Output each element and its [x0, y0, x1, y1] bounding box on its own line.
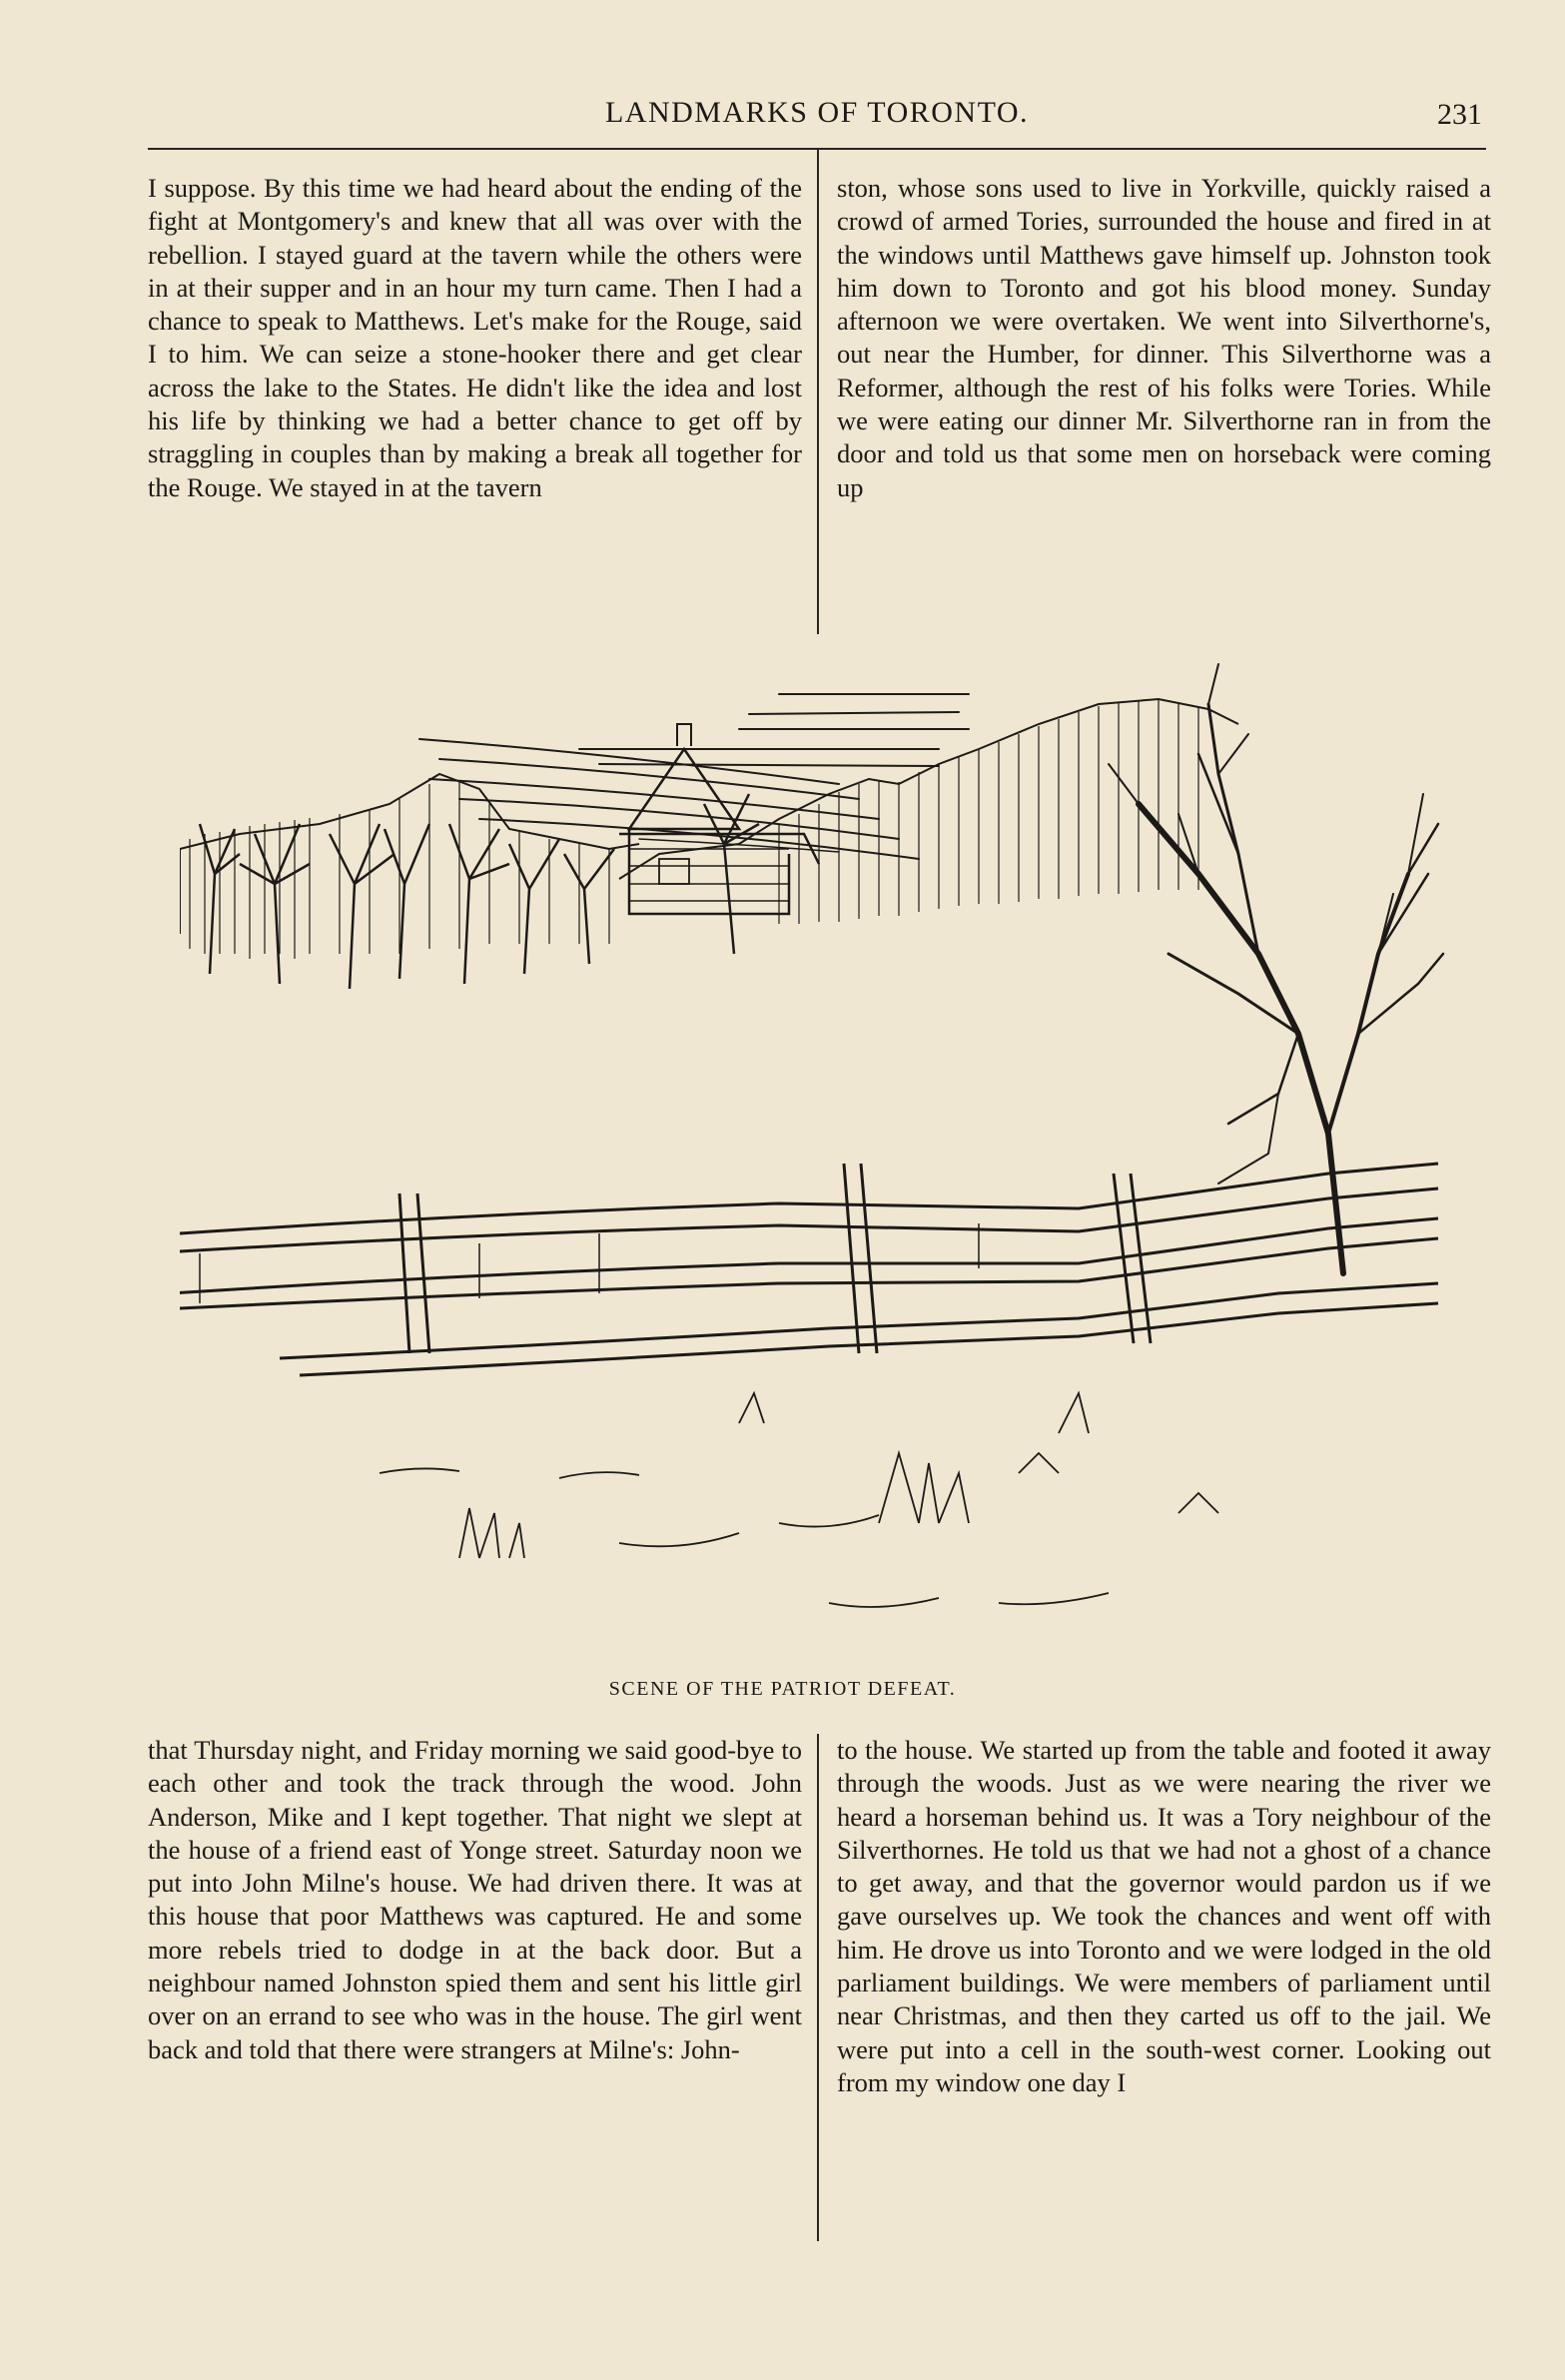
scene-illustration	[180, 654, 1448, 1663]
orchard-trees	[200, 794, 759, 989]
bottom-right-column: to the house. We started up from the table and footed it away through the woods. Just as we were nearing the river we heard a horseman behind us. It was a Tory neighbour of the Silverthornes. He told us that we had not a ghost of a chance to get away, and that the governor would pardon us if we gave ourselves up. We took the chances and went off with him. He drove us into Toronto and we were lodged in the old parliament buildings. We were members of parliament until near Christmas, and then they carted us off to the jail. We were put into a cell in the south-west corner. Looking out from my window one day I	[837, 1735, 1491, 2097]
illustration-caption: SCENE OF THE PATRIOT DEFEAT.	[608, 1678, 957, 1700]
column-divider-top	[817, 150, 819, 634]
grass-tufts	[380, 1393, 1218, 1607]
rail-fence	[180, 1164, 1438, 1375]
page-number: 231	[1437, 98, 1482, 131]
top-left-column: I suppose. By this time we had heard about the ending of the fight at Montgomery's and knew that all was over with the rebellion. I stayed guard at the tavern while the others were in at their supper and in an hour my turn came. Then I had a chance to speak to Matthews. Let's make for the Rouge, said I to him. We can seize a stone-hooker there and get clear across the lake to the States. He didn't like the idea and lost his life by thinking we had a better chance to get off by straggling in couples than by making a break all together for the Rouge. We stayed in at the tavern	[148, 173, 802, 502]
top-right-column: ston, whose sons used to live in Yorkville, quickly raised a crowd of armed Tories, surrounded the house and fired in at the windows until Matthews gave himself up. Johnston took him down to Toronto and got his blood money. Sunday afternoon we were overtaken. We went into Silverthorne's, out near the Humber, for dinner. This Silverthorne was a Reformer, although the rest of his folks were Tories. While we were eating our dinner Mr. Silverthorne ran in from the door and told us that some men on horseback were coming up	[837, 173, 1491, 502]
bottom-left-column: that Thursday night, and Friday morning we said good-bye to each other and took the track through the wood. John Anderson, Mike and I kept together. That night we slept at the house of a friend east of Yonge street. Saturday noon we put into John Milne's house. We had driven there. It was at this house that poor Matthews was captured. He and some more rebels tried to dodge in at the back door. But a neighbour named Johnston spied them and sent his little girl over on an errand to see who was in the house. The girl went back and told that there were strangers at Milne's: John-	[148, 1735, 802, 2064]
running-head	[148, 92, 1486, 150]
log-cabin	[619, 724, 819, 914]
running-head-title: LANDMARKS OF TORONTO.	[604, 96, 1030, 129]
column-divider-bottom	[817, 1734, 819, 2241]
